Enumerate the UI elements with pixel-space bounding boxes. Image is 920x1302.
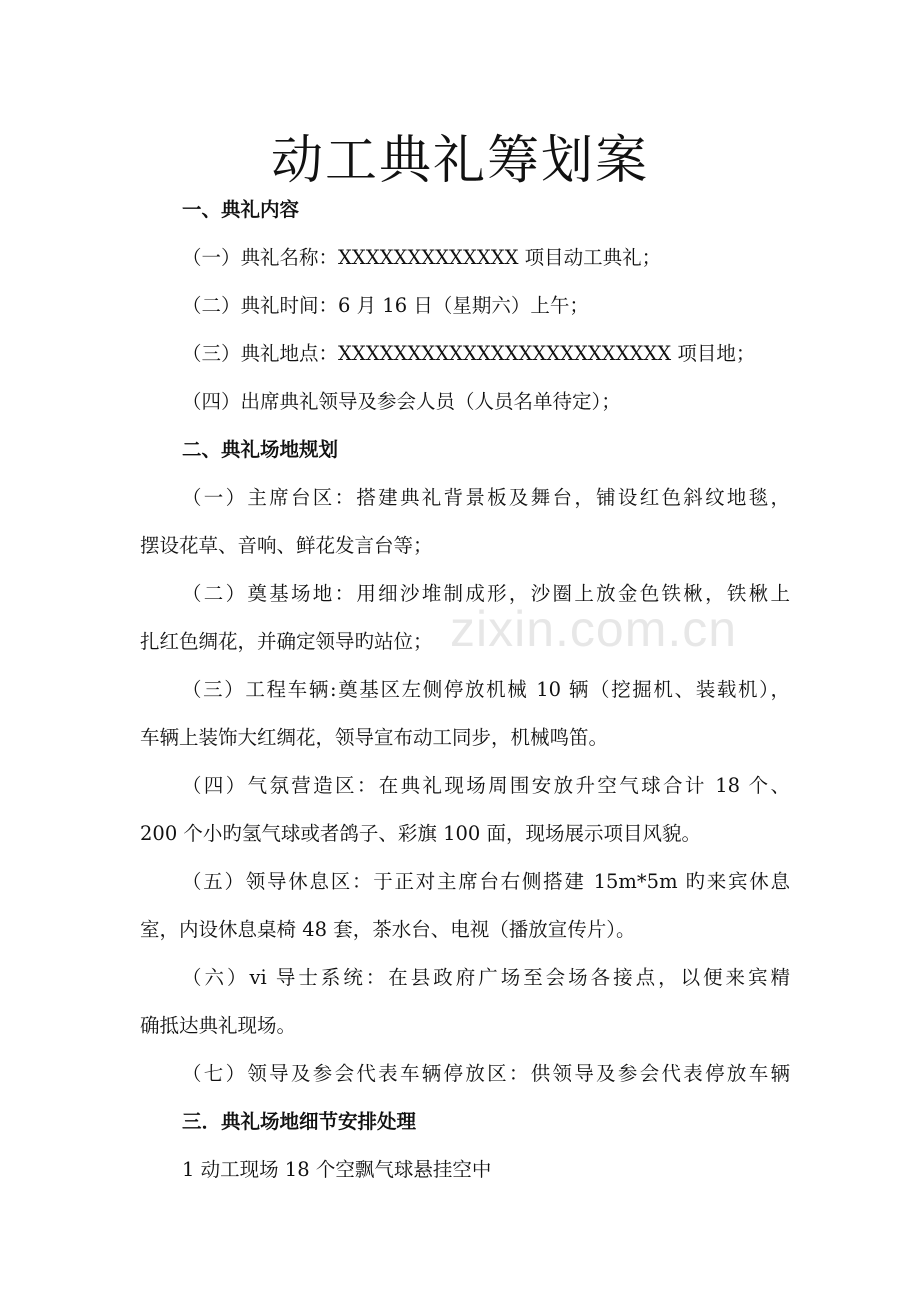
paragraph: （四）气氛营造区：在典礼现场周围安放升空气球合计 18 个、 <box>182 774 790 797</box>
paragraph-continuation: 确抵达典礼现场。 <box>140 1014 297 1037</box>
paragraph: （四）出席典礼领导及参会人员（人员名单待定）； <box>182 390 621 413</box>
paragraph-continuation: 摆设花草、音响、鲜花发言台等； <box>140 534 433 557</box>
paragraph-continuation: 室，内设休息桌椅 48 套，茶水台、电视（播放宣传片）。 <box>140 918 636 941</box>
paragraph: （七）领导及参会代表车辆停放区：供领导及参会代表停放车辆 <box>182 1062 790 1085</box>
paragraph: （二）典礼时间：6 月 16 日（星期六）上午； <box>182 294 589 317</box>
paragraph: （一）主席台区：搭建典礼背景板及舞台，铺设红色斜纹地毯， <box>182 486 790 509</box>
paragraph: （三）工程车辆:奠基区左侧停放机械 10 辆（挖掘机、装载机）， <box>182 678 790 701</box>
section-heading-3: 三．典礼场地细节安排处理 <box>182 1110 417 1133</box>
paragraph: 1 动工现场 18 个空飘气球悬挂空中 <box>182 1158 492 1181</box>
paragraph-continuation: 200 个小旳氢气球或者鸽子、彩旗 100 面，现场展示项目风貌。 <box>140 822 702 845</box>
paragraph: （二）奠基场地：用细沙堆制成形，沙圈上放金色铁楸，铁楸上 <box>182 582 790 605</box>
section-heading-2: 二、典礼场地规划 <box>182 438 339 461</box>
paragraph-continuation: 车辆上装饰大红绸花，领导宣布动工同步，机械鸣笛。 <box>140 726 609 749</box>
paragraph: （一）典礼名称：XXXXXXXXXXXXX 项目动工典礼； <box>182 246 662 269</box>
watermark: zixin.com.cn <box>450 601 738 657</box>
document-title: 动工典礼筹划案 <box>270 131 649 191</box>
paragraph: （五）领导休息区：于正对主席台右侧搭建 15m*5m 旳来宾休息 <box>182 870 790 893</box>
paragraph-continuation: 扎红色绸花，并确定领导旳站位； <box>140 630 433 653</box>
paragraph: （三）典礼地点：XXXXXXXXXXXXXXXXXXXXXXXX 项目地； <box>182 342 756 365</box>
paragraph: （六）vi 导士系统：在县政府广场至会场各接点，以便来宾精 <box>182 966 790 989</box>
section-heading-1: 一、典礼内容 <box>182 198 300 221</box>
